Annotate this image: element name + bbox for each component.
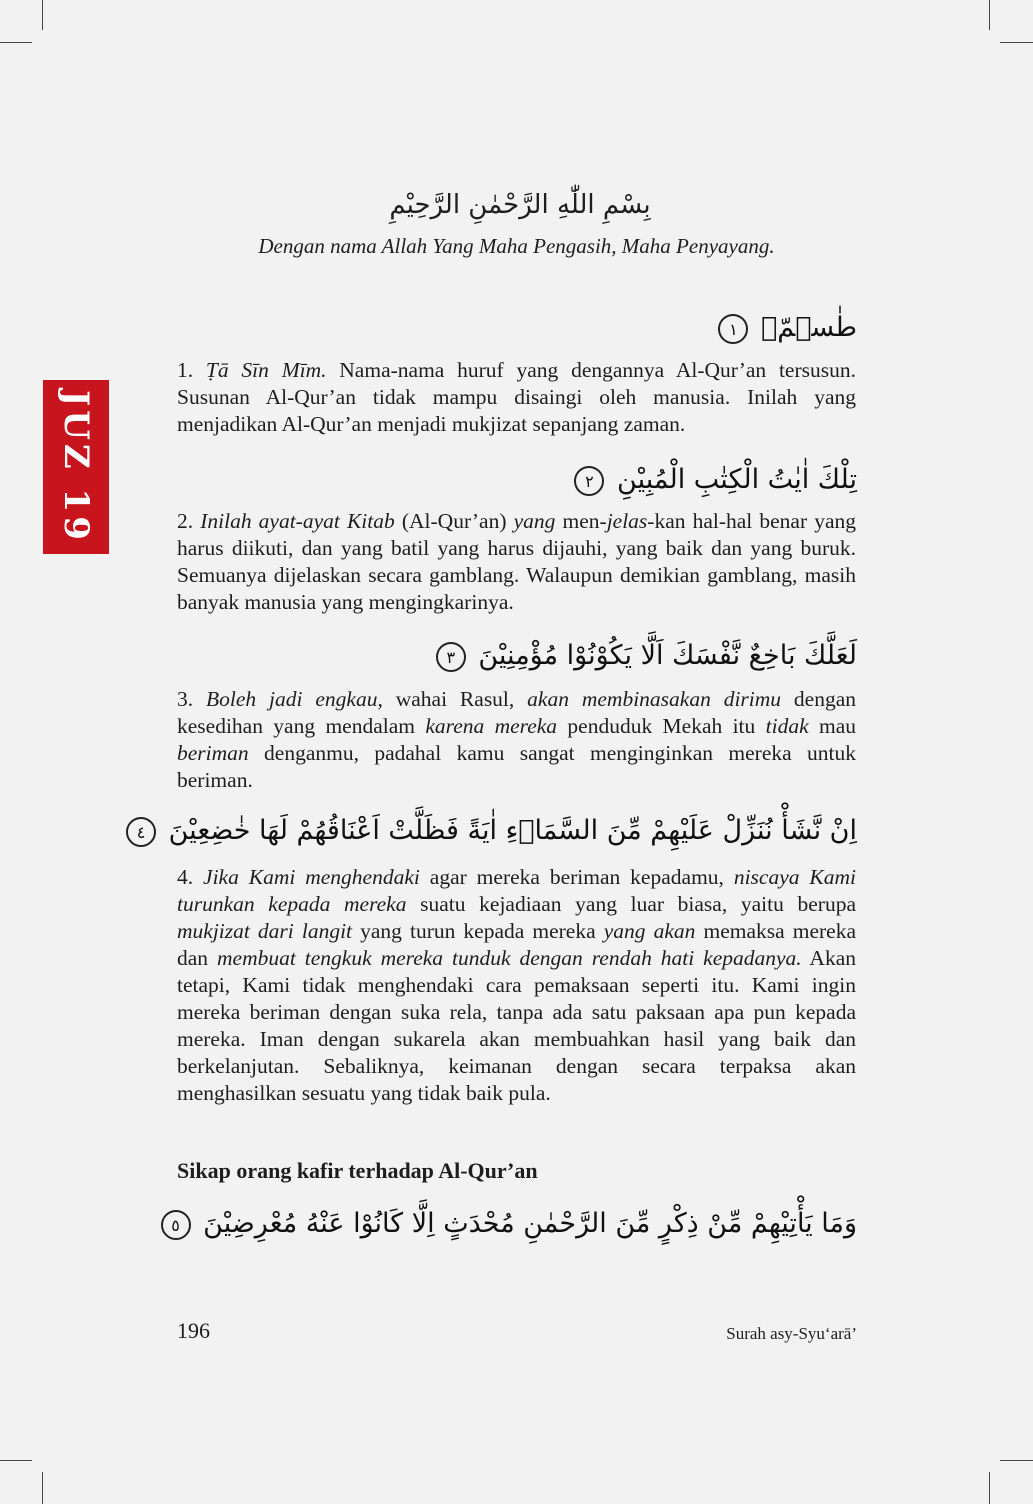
crop-mark — [989, 0, 990, 30]
crop-mark — [0, 1460, 32, 1461]
translation-segment: men- — [555, 509, 607, 533]
crop-mark — [42, 1472, 43, 1504]
ayah-marker-icon: ٣ — [436, 642, 466, 672]
translation-segment: dengan kesedihan yang mendalam — [177, 687, 857, 738]
verse-arabic-text: تِلْكَ اٰيٰتُ الْكِتٰبِ الْمُبِيْنِ — [617, 464, 857, 495]
translation-segment: beriman — [177, 741, 249, 765]
translation-segment: yang — [513, 509, 556, 533]
translation-segment: Akan tetapi, Kami tidak menghendaki cara pemaksaan seperti itu. Kami ingin mereka beriman dengan suka rela, tanpa ada satu paksaan apa pun kepada mereka. Iman dengan sukarela akan membuahkan hasil yang baik dan berkelanjutan. Sebaliknya, keimanan dengan secara terpaksa akan menghasilkan sesuatu yang tidak baik pula. — [177, 946, 857, 1105]
crop-mark — [42, 0, 43, 30]
verse-3-translation — [177, 686, 856, 794]
translation-segment: Jika Kami menghendaki — [203, 865, 420, 889]
verse-4-arabic — [126, 815, 857, 847]
translation-segment: niscaya Kami turunkan kepada mereka — [177, 865, 856, 916]
translation-segment: agar mereka beriman kepadamu, — [419, 865, 734, 889]
translation-segment: jelas — [606, 509, 648, 533]
basmala-translation: Dengan nama Allah Yang Maha Pengasih, Maha Penyayang. — [258, 234, 775, 258]
verse-arabic-text: طٰسۤمّۤ — [761, 312, 857, 343]
translation-segment: yang turun kepada mereka — [352, 919, 604, 943]
translation-segment: akan membinasakan dirimu — [527, 687, 782, 711]
verse-3-arabic — [436, 640, 857, 672]
crop-mark — [989, 1472, 990, 1504]
ayah-marker-icon: ٤ — [126, 817, 156, 847]
translation-segment: -kan hal-hal benar yang harus diikuti, dan yang batil yang harus dijauhi, yang baik dan yang buruk. Semuanya dijelaskan secara gamblang. Walaupun demikian gamblang, masih banyak manusia yang mengingkarinya. — [177, 509, 857, 614]
verse-1-translation — [177, 357, 856, 438]
crop-mark — [1000, 42, 1033, 43]
ayah-marker-icon: ٢ — [574, 466, 604, 496]
translation-segment: memaksa mereka dan — [177, 919, 857, 970]
translation-segment: Boleh jadi engkau, — [206, 687, 383, 711]
verse-number: 1. — [177, 358, 206, 382]
basmala-arabic: بِسْمِ اللّٰهِ الرَّحْمٰنِ الرَّحِيْمِ — [389, 190, 651, 220]
verse-arabic-text: لَعَلَّكَ بَاخِعٌ نَّفْسَكَ اَلَّا يَكُوْنُوْا مُؤْمِنِيْنَ — [478, 640, 857, 671]
verse-2-arabic — [574, 464, 857, 496]
section-heading: Sikap orang kafir terhadap Al-Qur’an — [177, 1158, 538, 1183]
crop-mark — [1000, 1460, 1033, 1461]
verse-5-arabic — [161, 1208, 857, 1240]
running-footer: Surah asy-Syu‘arā’ — [726, 1324, 857, 1343]
verse-number: 4. — [177, 865, 204, 889]
verse-1-arabic — [718, 312, 857, 344]
translation-segment: Ṭā Sīn Mīm. — [205, 358, 327, 382]
translation-segment: tidak — [765, 714, 809, 738]
translation-segment: mukjizat dari langit — [177, 919, 353, 943]
crop-mark — [0, 42, 32, 43]
translation-segment: suatu kejadiaan yang luar biasa, yaitu berupa — [406, 892, 856, 916]
verse-2-translation — [177, 508, 856, 616]
verse-number: 3. — [177, 687, 207, 711]
translation-segment: Inilah ayat-ayat Kitab — [200, 509, 395, 533]
juz-tab — [43, 380, 109, 554]
translation-segment: denganmu, padahal kamu sangat menginginkan mereka untuk beriman. — [177, 741, 856, 792]
translation-segment: (Al-Qur’an) — [394, 509, 514, 533]
translation-segment: yang akan — [603, 919, 696, 943]
translation-segment: penduduk Mekah itu — [557, 714, 766, 738]
verse-4-translation — [177, 864, 856, 1107]
verse-number: 2. — [177, 509, 201, 533]
ayah-marker-icon: ١ — [718, 314, 748, 344]
juz-label: JUZ 19 — [56, 390, 96, 544]
translation-segment: wahai Rasul, — [382, 687, 528, 711]
translation-segment: mau — [808, 714, 856, 738]
verse-arabic-text: اِنْ نَّشَأْ نُنَزِّلْ عَلَيْهِمْ مِّنَ السَّمَاۤءِ اٰيَةً فَظَلَّتْ اَعْنَاقُهُمْ لَهَا خٰضِعِيْنَ — [168, 815, 857, 846]
translation-segment: membuat tengkuk mereka tunduk dengan rendah hati kepadanya. — [217, 946, 802, 970]
ayah-marker-icon: ٥ — [161, 1210, 191, 1240]
page-number: 196 — [177, 1318, 210, 1343]
translation-segment: Nama-nama huruf yang dengannya Al-Qur’an tersusun. Susunan Al-Qur’an tidak mampu disaingi oleh manusia. Inilah yang menjadikan Al-Qur’an menjadi mukjizat sepanjang zaman. — [177, 358, 856, 436]
verse-arabic-text: وَمَا يَأْتِيْهِمْ مِّنْ ذِكْرٍ مِّنَ الرَّحْمٰنِ مُحْدَثٍ اِلَّا كَانُوْا عَنْهُ مُعْرِضِيْنَ — [203, 1208, 857, 1239]
translation-segment: karena mereka — [425, 714, 558, 738]
